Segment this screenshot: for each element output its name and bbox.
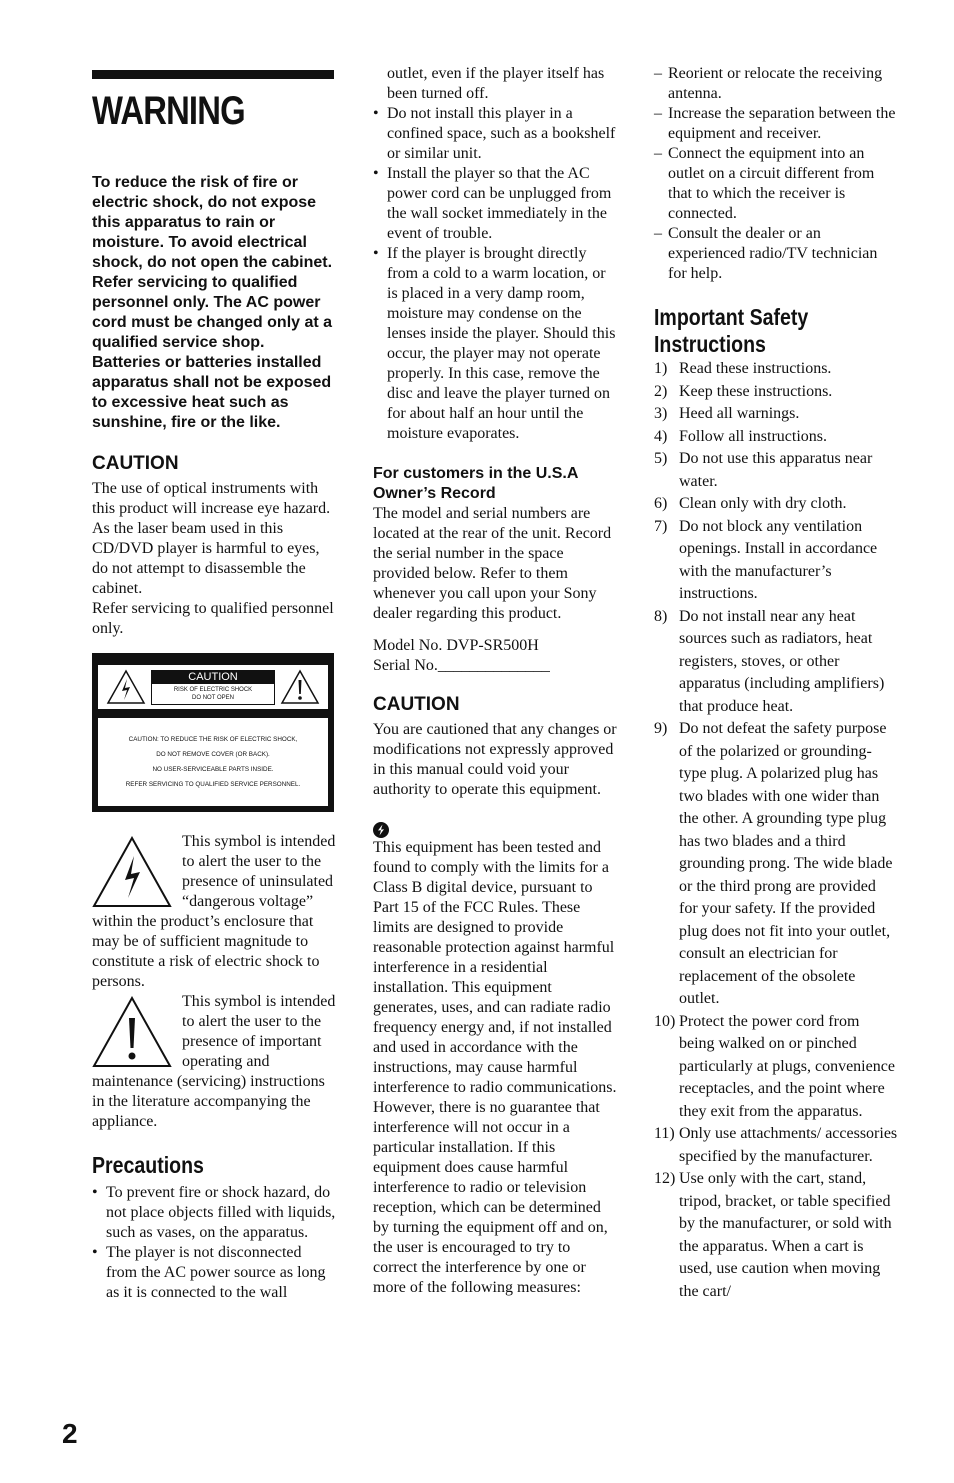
page-title: WARNING: [92, 89, 245, 133]
item-number: 10): [654, 1012, 676, 1030]
exclamation-warning-icon: [280, 669, 320, 705]
exclamation-triangle-icon: [92, 996, 172, 1068]
owners-record-heading: Owner’s Record: [373, 485, 496, 502]
safety-instruction-item: [654, 516, 898, 606]
safety-heading: Important Safety Instructions: [654, 304, 809, 357]
label-sub1: RISK OF ELECTRIC SHOCK: [173, 686, 253, 693]
item-text: Keep these instructions.: [679, 382, 833, 400]
safety-instruction-item: [654, 1011, 898, 1124]
warning-text: To reduce the risk of fire or electric shock, do not expose this apparatus to rain or moisture. To avoid electrical shock, do not open the cabinet. Refer servicing to qualified personnel only. The AC power cord must be changed only at a qualified service shop. Batteries or batteries installed apparatus shall not be exposed to excessive heat such as sunshine, fire or the like.: [92, 174, 333, 431]
item-number: 9): [654, 720, 668, 737]
measure-item: – Reorient or relocate the receiving antenna.: [654, 64, 898, 104]
item-number: 7): [654, 517, 668, 535]
caution-heading-2: CAUTION: [373, 694, 460, 715]
symbol-1-text: This symbol is intended to alert the user to the presence of uninsulated “dangerous voltage” within the product’s enclosure that may be of sufficient magnitude to constitute a risk of electric shock to persons.: [92, 833, 336, 990]
caution-label: [92, 653, 334, 812]
item-number: 2): [654, 382, 668, 400]
caution-heading: CAUTION: [92, 453, 179, 474]
precaution-item: • Install the player so that the AC power cord can be unplugged from the wall socket immediately in the event of trouble.: [373, 164, 617, 244]
item-number: 3): [654, 405, 668, 422]
item-number: 6): [654, 495, 668, 512]
precaution-item: • If the player is brought directly from a cold to a warm location, or is placed in a very damp room, moisture may condense on the lenses inside the player. Should this occur, the player may not operate properly. In this case, remove the disc and leave the player turned on for about half an hour until the moisture evaporates.: [373, 244, 617, 444]
symbol-2-text: This symbol is intended to alert the user to the presence of important operating and maintenance (servicing) instructions in the literature accompanying the appliance.: [92, 993, 336, 1130]
measure-item: – Connect the equipment into an outlet on a circuit different from that to which the receiver is connected.: [654, 144, 898, 224]
fcc-text: This equipment has been tested and found to comply with the limits for a Class B digital device, pursuant to Part 15 of the FCC Rules. These limits are designed to provide reasonable protection against harmful interference in a residential installation. This equipment generates, uses, and can radiate radio frequency energy and, if not installed and used in accordance with the instructions, may cause harmful interference to radio communications. However, there is no guarantee that interference will not occur in a particular installation. If this equipment does cause harmful interference to radio or television reception, which can be determined by turning the equipment off and on, the user is encouraged to try to correct the interference by one or more of the following measures:: [373, 839, 617, 1296]
label-sub2: DO NOT OPEN: [192, 694, 234, 701]
item-number: 5): [654, 450, 668, 467]
safety-instruction-item: [654, 1123, 898, 1168]
item-text: Do not defeat the safety purpose of the polarized or grounding-type plug. A polarized plug has two blades with one wider than the other. A grounding type plug has two blades and a third grounding prong. The wide blade or the third prong are provided for your safety. If the provided plug does not fit into your outlet, consult an electrician for replacement of the obsolete outlet.: [679, 720, 893, 1007]
measure-item: – Consult the dealer or an experienced radio/TV technician for help.: [654, 224, 898, 284]
continuation-text: outlet, even if the player itself has been turned off.: [387, 65, 605, 102]
symbol-1: [92, 832, 336, 992]
item-number: 4): [654, 427, 668, 445]
safety-instruction-item: [654, 358, 898, 381]
label-header: CAUTION: [152, 671, 274, 684]
item-number: 1): [654, 360, 668, 377]
safety-instruction-item: [654, 448, 898, 493]
safety-instruction-item: [654, 1168, 898, 1303]
safety-instruction-item: [654, 718, 898, 1011]
electric-shock-warning-icon: [106, 669, 146, 705]
item-text: Follow all instructions.: [679, 427, 827, 445]
safety-instruction-item: [654, 381, 898, 404]
column-1: [92, 64, 336, 1303]
safety-instruction-item: [654, 606, 898, 719]
precautions-heading: Precautions: [92, 1152, 204, 1178]
precaution-item: • The player is not disconnected from the AC power source as long as it is connected to the wall: [92, 1243, 336, 1303]
precaution-item: • Do not install this player in a confined space, such as a bookshelf or similar unit.: [373, 104, 617, 164]
symbol-2: [92, 992, 336, 1132]
item-text: Read these instructions.: [679, 360, 832, 377]
fcc-lightning-icon: [373, 822, 389, 838]
caution-text-2: Refer servicing to qualified personnel only.: [92, 600, 334, 637]
title-rule: [92, 70, 334, 79]
column-3: [654, 64, 898, 1303]
item-text: Do not block any ventilation openings. Install in accordance with the manufacturer’s instructions.: [679, 517, 878, 602]
customers-heading: For customers in the U.S.A: [373, 465, 579, 482]
item-number: 12): [654, 1170, 676, 1187]
safety-instruction-item: [654, 426, 898, 449]
item-text: Do not use this apparatus near water.: [679, 450, 873, 490]
serial-number: Serial No.______________: [373, 657, 550, 674]
model-number: Model No. DVP-SR500H: [373, 637, 539, 654]
safety-instructions-list: [654, 358, 898, 1303]
precaution-item: • To prevent fire or shock hazard, do not place objects filled with liquids, such as vases, on the apparatus.: [92, 1183, 336, 1243]
caution-text-3: You are cautioned that any changes or modifications not expressly approved in this manual could void your authority to operate this equipment.: [373, 721, 617, 798]
safety-instruction-item: [654, 403, 898, 426]
item-text: Clean only with dry cloth.: [679, 495, 847, 512]
item-text: Only use attachments/ accessories specified by the manufacturer.: [679, 1125, 898, 1165]
page-number: 2: [62, 1418, 78, 1449]
item-number: 8): [654, 607, 668, 625]
caution-label-box: [151, 670, 275, 705]
lightning-triangle-icon: [92, 836, 172, 908]
safety-instruction-item: [654, 493, 898, 516]
item-text: Protect the power cord from being walked on or pinched particularly at plugs, convenience receptacles, and the point where they exit from the apparatus.: [679, 1012, 895, 1120]
owners-text: The model and serial numbers are located at the rear of the unit. Record the serial number in the space provided below. Refer to them whenever you call upon your Sony dealer regarding this product.: [373, 505, 612, 622]
column-2: [373, 64, 617, 1298]
caution-text: The use of optical instruments with this product will increase eye hazard. As the laser beam used in this CD/DVD player is harmful to eyes, do not attempt to disassemble the cabinet.: [92, 480, 331, 597]
label-line: REFER SERVICING TO QUALIFIED SERVICE PERSONNEL.: [125, 780, 301, 788]
label-line: CAUTION: TO REDUCE THE RISK OF ELECTRIC SHOCK,: [128, 735, 298, 743]
item-text: Do not install near any heat sources such as radiators, heat registers, stoves, or other apparatus (including amplifiers) that produce heat.: [679, 607, 885, 715]
label-line: NO USER-SERVICEABLE PARTS INSIDE.: [152, 765, 274, 773]
measure-item: – Increase the separation between the equipment and receiver.: [654, 104, 898, 144]
item-text: Use only with the cart, stand, tripod, bracket, or table specified by the manufacturer, or sold with the apparatus. When a cart is used, use caution when moving the cart/: [679, 1170, 892, 1300]
item-number: 11): [654, 1125, 675, 1142]
label-line: DO NOT REMOVE COVER (OR BACK).: [156, 750, 270, 758]
item-text: Heed all warnings.: [679, 405, 800, 422]
